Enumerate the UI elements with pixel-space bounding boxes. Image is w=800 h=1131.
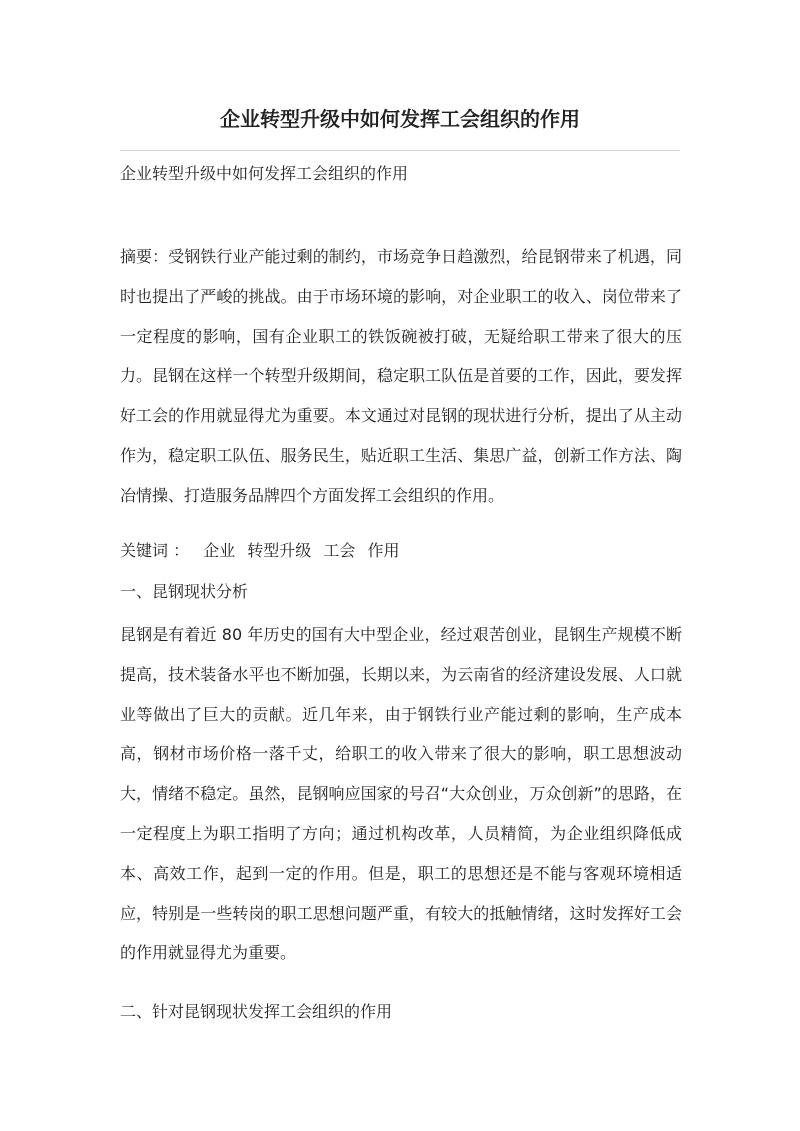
keywords-line: [120, 536, 682, 566]
keywords-label: 关键词 ：: [120, 541, 190, 560]
abstract-paragraph: 摘要：受钢铁行业产能过剩的制约，市场竞争日趋激烈，给昆钢带来了机遇，同时也提出了严峻的挑战。由于市场环境的影响，对企业职工的收入、岗位带来了一定程度的影响，国有企业职工的铁饭碗被打破，无疑给职工带来了很大的压力。昆钢在这样一个转型升级期间，稳定职工队伍是首要的工作，因此，要发挥好工会的作用就显得尤为重要。本文通过对昆钢的现状进行分析，提出了从主动作为，稳定职工队伍、服务民生，贴近职工生活、集思广益，创新工作方法、陶冶情操、打造服务品牌四个方面发挥工会组织的作用。: [120, 247, 682, 505]
keyword-item: 企业: [203, 541, 236, 560]
document-title: 企业转型升级中如何发挥工会组织的作用: [220, 107, 580, 131]
title-divider: [120, 150, 680, 151]
document-subtitle: 企业转型升级中如何发挥工会组织的作用: [120, 164, 409, 183]
section-1-paragraph: 昆钢是有着近 80 年历史的国有大中型企业，经过艰苦创业，昆钢生产规模不断提高，技术装备水平也不断加强，长期以来，为云南省的经济建设发展、人口就业等做出了巨大的贡献。近几年来，由于钢铁行业产能过剩的影响，生产成本高，钢材市场价格一落千丈，给职工的收入带来了很大的影响，职工思想波动大，情绪不稳定。虽然，昆钢响应国家的号召“大众创业，万众创新”的思路，在一定程度上为职工指明了方向；通过机构改革，人员精简，为企业组织降低成本、高效工作，起到一定的作用。但是，职工的思想还是不能与客观环境相适应，特别是一些转岗的职工思想问题严重，有较大的抵触情绪，这时发挥好工会的作用就显得尤为重要。: [120, 625, 682, 963]
keyword-item: 作用: [367, 541, 400, 560]
keyword-item: 工会: [323, 541, 356, 560]
section-1-heading: 一、昆钢现状分析: [120, 582, 249, 601]
keyword-item: 转型升级: [247, 541, 312, 560]
section-2-heading: 二、针对昆钢现状发挥工会组织的作用: [120, 1002, 393, 1021]
